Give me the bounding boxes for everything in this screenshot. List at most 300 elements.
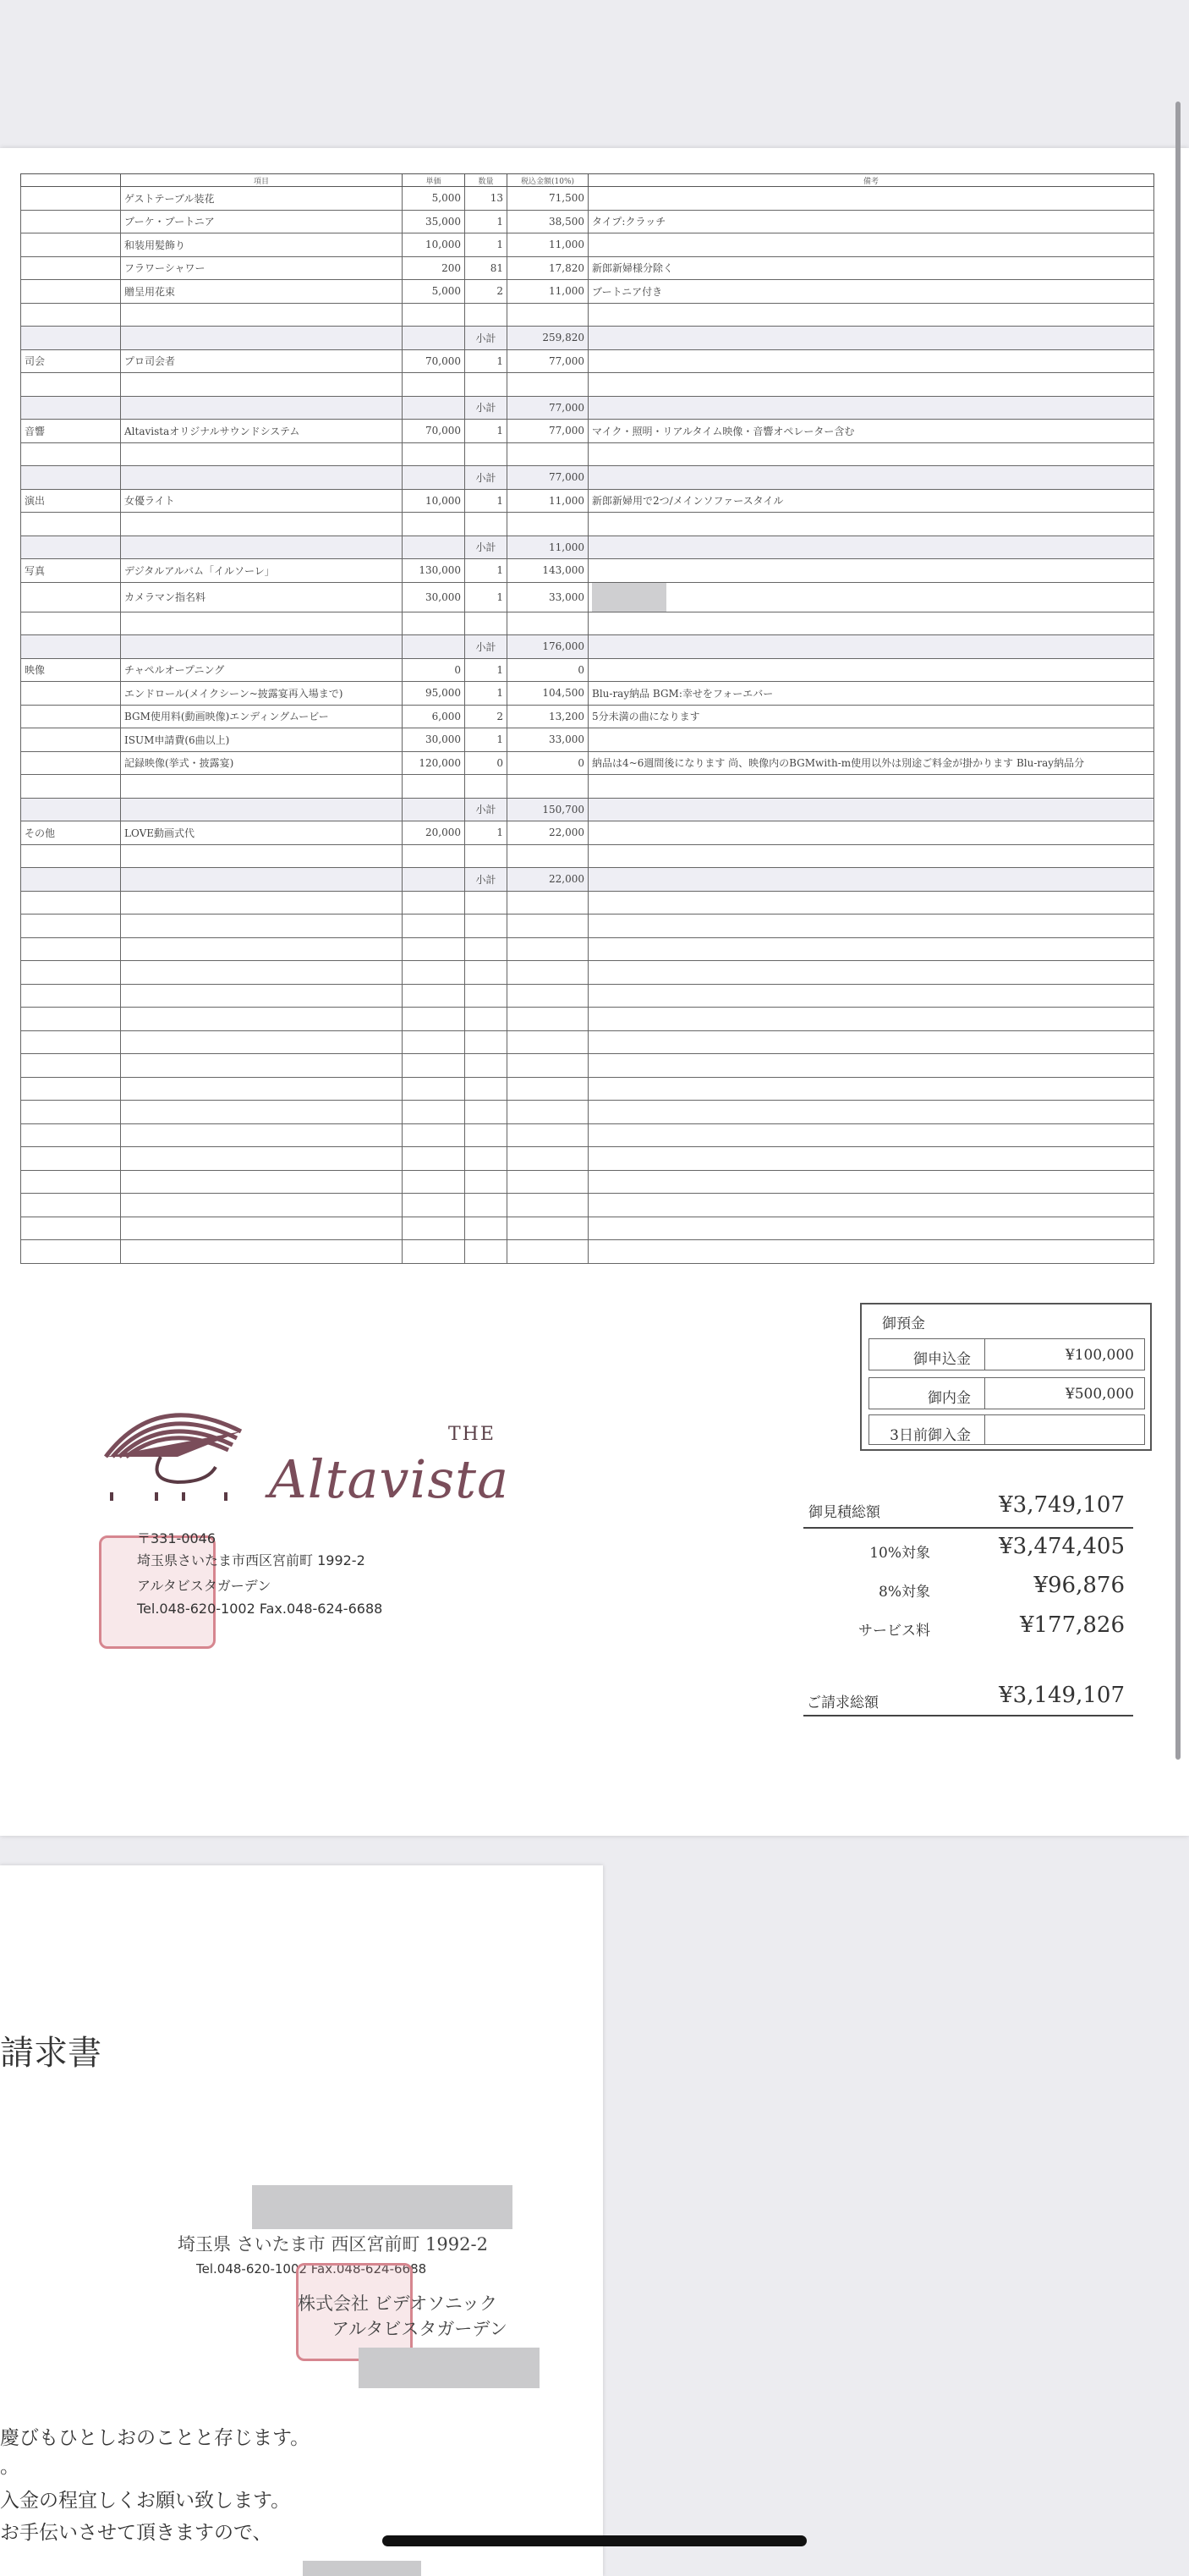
cell-item bbox=[121, 844, 403, 868]
logo-the: THE bbox=[448, 1424, 496, 1445]
cell-note: Blu-ray納品 BGM:幸せをフォーエバー bbox=[589, 682, 1154, 706]
cell-blank bbox=[465, 937, 507, 961]
cell-amount bbox=[507, 442, 589, 466]
table-row bbox=[21, 635, 1154, 659]
cell-blank bbox=[589, 1147, 1154, 1171]
cell-blank bbox=[589, 961, 1154, 985]
table-row-blank bbox=[21, 1194, 1154, 1217]
cell-blank bbox=[589, 1240, 1154, 1264]
redacted-name bbox=[252, 2185, 512, 2229]
cell-qty: 1 bbox=[465, 728, 507, 752]
deposit-value: ¥500,000 bbox=[1065, 1386, 1134, 1403]
cell-price bbox=[403, 635, 465, 659]
cell-category bbox=[21, 513, 121, 536]
deposit-title: 御預金 bbox=[882, 1315, 925, 1332]
cell-blank bbox=[507, 1217, 589, 1240]
cell-price bbox=[403, 844, 465, 868]
cell-item: BGM使用料(動画映像)エンディングムービー bbox=[121, 705, 403, 728]
body-line2: 。 bbox=[0, 2456, 19, 2478]
header-amount: 税込金額(10%) bbox=[507, 174, 589, 187]
cell-category bbox=[21, 280, 121, 304]
table-row-blank bbox=[21, 1240, 1154, 1264]
table-row bbox=[21, 327, 1154, 350]
cell-amount: 71,500 bbox=[507, 187, 589, 211]
cell-blank bbox=[465, 1194, 507, 1217]
cell-blank bbox=[589, 1030, 1154, 1054]
address-line1: 埼玉県さいたま市西区宮前町 1992-2 bbox=[137, 1552, 365, 1568]
cell-category bbox=[21, 612, 121, 635]
cell-blank bbox=[465, 915, 507, 938]
cell-item bbox=[121, 635, 403, 659]
cell-qty: 小計 bbox=[465, 798, 507, 821]
cell-price: 10,000 bbox=[403, 233, 465, 257]
cell-note: 新郎新婦様分除く bbox=[589, 256, 1154, 280]
invoice-page-2 bbox=[0, 1865, 603, 2576]
page2-company2: アルタビスタガーデン bbox=[331, 2319, 507, 2339]
cell-blank bbox=[403, 1147, 465, 1171]
cell-blank bbox=[465, 1147, 507, 1171]
table-row-blank bbox=[21, 1077, 1154, 1101]
cell-amount: 77,000 bbox=[507, 466, 589, 490]
cell-item bbox=[121, 373, 403, 397]
cell-blank bbox=[507, 984, 589, 1008]
cell-category bbox=[21, 582, 121, 612]
cell-note bbox=[589, 821, 1154, 845]
cell-price bbox=[403, 536, 465, 559]
table-row-blank bbox=[21, 1170, 1154, 1194]
body-line3: 入金の程宜しくお願い致します。 bbox=[0, 2490, 291, 2512]
billing-label: ご請求総額 bbox=[807, 1694, 879, 1711]
cell-blank bbox=[403, 1054, 465, 1078]
table-row-blank bbox=[21, 1101, 1154, 1124]
deposit-label: 御申込金 bbox=[913, 1351, 971, 1368]
cell-blank bbox=[403, 961, 465, 985]
cell-qty: 小計 bbox=[465, 868, 507, 892]
header-item: 項目 bbox=[121, 174, 403, 187]
cell-amount: 17,820 bbox=[507, 256, 589, 280]
cell-amount: 77,000 bbox=[507, 349, 589, 373]
header-price: 単価 bbox=[403, 174, 465, 187]
table-row-blank bbox=[21, 1054, 1154, 1078]
tax8-value: ¥96,876 bbox=[1033, 1573, 1125, 1598]
deposit-row bbox=[868, 1377, 1145, 1409]
cell-qty bbox=[465, 442, 507, 466]
cell-category bbox=[21, 210, 121, 233]
cell-price: 30,000 bbox=[403, 582, 465, 612]
table-row bbox=[21, 349, 1154, 373]
table-row-blank bbox=[21, 1030, 1154, 1054]
cell-category bbox=[21, 705, 121, 728]
table-row bbox=[21, 868, 1154, 892]
cell-blank bbox=[589, 1170, 1154, 1194]
cell-note bbox=[589, 582, 1154, 612]
cell-category bbox=[21, 798, 121, 821]
cell-qty: 小計 bbox=[465, 466, 507, 490]
cell-amount: 22,000 bbox=[507, 868, 589, 892]
cell-blank bbox=[21, 1170, 121, 1194]
table-row bbox=[21, 612, 1154, 635]
cell-price: 70,000 bbox=[403, 420, 465, 443]
cell-blank bbox=[507, 915, 589, 938]
cell-qty: 2 bbox=[465, 705, 507, 728]
cell-item: 贈呈用花束 bbox=[121, 280, 403, 304]
cell-blank bbox=[121, 961, 403, 985]
cell-blank bbox=[465, 984, 507, 1008]
cell-amount: 13,200 bbox=[507, 705, 589, 728]
header-blank bbox=[21, 174, 121, 187]
cell-price: 10,000 bbox=[403, 489, 465, 513]
cell-blank bbox=[21, 1147, 121, 1171]
cell-qty: 1 bbox=[465, 233, 507, 257]
cell-price: 95,000 bbox=[403, 682, 465, 706]
table-row bbox=[21, 420, 1154, 443]
cell-category bbox=[21, 635, 121, 659]
cell-price: 5,000 bbox=[403, 187, 465, 211]
cell-item bbox=[121, 303, 403, 327]
body-line4: お手伝いさせて頂きますので、 bbox=[0, 2522, 272, 2544]
table-row bbox=[21, 798, 1154, 821]
cell-blank bbox=[21, 937, 121, 961]
cell-price bbox=[403, 868, 465, 892]
tax8-label: 8%対象 bbox=[879, 1584, 930, 1601]
cell-blank bbox=[465, 961, 507, 985]
redacted-bottom bbox=[303, 2561, 421, 2576]
table-row-blank bbox=[21, 937, 1154, 961]
page2-company1: 株式会社 ビデオソニック bbox=[298, 2293, 497, 2314]
cell-blank bbox=[121, 1240, 403, 1264]
cell-note bbox=[589, 728, 1154, 752]
cell-blank bbox=[589, 915, 1154, 938]
table-row bbox=[21, 559, 1154, 583]
cell-blank bbox=[589, 891, 1154, 915]
cell-amount: 11,000 bbox=[507, 536, 589, 559]
table-row bbox=[21, 682, 1154, 706]
cell-note bbox=[589, 868, 1154, 892]
table-row bbox=[21, 513, 1154, 536]
cell-price bbox=[403, 775, 465, 799]
cell-price bbox=[403, 612, 465, 635]
cell-note: マイク・照明・リアルタイム映像・音響オペレーター含む bbox=[589, 420, 1154, 443]
home-indicator[interactable] bbox=[382, 2535, 807, 2546]
cell-amount bbox=[507, 612, 589, 635]
cell-blank bbox=[403, 984, 465, 1008]
redacted-block bbox=[592, 583, 666, 612]
cell-blank bbox=[21, 1123, 121, 1147]
cell-amount: 259,820 bbox=[507, 327, 589, 350]
cell-blank bbox=[121, 891, 403, 915]
cell-blank bbox=[121, 1030, 403, 1054]
cell-blank bbox=[507, 1101, 589, 1124]
cell-item bbox=[121, 612, 403, 635]
cell-item: ブーケ・ブートニア bbox=[121, 210, 403, 233]
cell-note bbox=[589, 798, 1154, 821]
cell-blank bbox=[21, 961, 121, 985]
cell-note bbox=[589, 844, 1154, 868]
cell-blank bbox=[21, 1194, 121, 1217]
cell-qty bbox=[465, 513, 507, 536]
deposit-row bbox=[868, 1338, 1145, 1370]
table-row-blank bbox=[21, 984, 1154, 1008]
table-row bbox=[21, 303, 1154, 327]
cell-blank bbox=[121, 1054, 403, 1078]
cell-category: 司会 bbox=[21, 349, 121, 373]
cell-blank bbox=[589, 1123, 1154, 1147]
scrollbar[interactable] bbox=[1175, 102, 1181, 1760]
cell-blank bbox=[121, 1077, 403, 1101]
cell-blank bbox=[403, 1101, 465, 1124]
cell-blank bbox=[21, 1030, 121, 1054]
cell-item: ISUM申請費(6曲以上) bbox=[121, 728, 403, 752]
deposit-label: 3日前御入金 bbox=[890, 1427, 971, 1444]
cell-amount: 11,000 bbox=[507, 233, 589, 257]
cell-qty: 2 bbox=[465, 280, 507, 304]
cell-category: 演出 bbox=[21, 489, 121, 513]
cell-blank bbox=[507, 1030, 589, 1054]
table-row-blank bbox=[21, 1147, 1154, 1171]
table-row-blank bbox=[21, 1008, 1154, 1031]
cell-item bbox=[121, 798, 403, 821]
cell-blank bbox=[465, 1170, 507, 1194]
cell-blank bbox=[21, 1077, 121, 1101]
cell-category bbox=[21, 256, 121, 280]
tel-fax: Tel.048-620-1002 Fax.048-624-6688 bbox=[137, 1601, 383, 1617]
cell-price bbox=[403, 303, 465, 327]
cell-amount bbox=[507, 775, 589, 799]
cell-blank bbox=[121, 1123, 403, 1147]
cell-qty bbox=[465, 612, 507, 635]
cell-blank bbox=[589, 984, 1154, 1008]
table-row-blank bbox=[21, 1217, 1154, 1240]
cell-blank bbox=[465, 891, 507, 915]
cell-amount bbox=[507, 844, 589, 868]
cell-amount: 176,000 bbox=[507, 635, 589, 659]
cell-note bbox=[589, 513, 1154, 536]
cell-blank bbox=[21, 1217, 121, 1240]
cell-blank bbox=[507, 937, 589, 961]
cell-amount: 77,000 bbox=[507, 396, 589, 420]
cell-blank bbox=[121, 1170, 403, 1194]
table-row bbox=[21, 844, 1154, 868]
cell-blank bbox=[465, 1240, 507, 1264]
cell-item: 記録映像(挙式・披露宴) bbox=[121, 751, 403, 775]
cell-blank bbox=[403, 937, 465, 961]
cell-qty: 1 bbox=[465, 682, 507, 706]
cell-blank bbox=[121, 1194, 403, 1217]
cell-category bbox=[21, 233, 121, 257]
cell-category bbox=[21, 775, 121, 799]
cell-category bbox=[21, 868, 121, 892]
cell-note bbox=[589, 536, 1154, 559]
cell-price bbox=[403, 442, 465, 466]
cell-category bbox=[21, 187, 121, 211]
cell-blank bbox=[589, 1077, 1154, 1101]
cell-blank bbox=[507, 1194, 589, 1217]
cell-price: 130,000 bbox=[403, 559, 465, 583]
cell-blank bbox=[121, 915, 403, 938]
cell-blank bbox=[403, 1008, 465, 1031]
table-header bbox=[21, 174, 1154, 187]
cell-note bbox=[589, 187, 1154, 211]
table-row bbox=[21, 582, 1154, 612]
table-row bbox=[21, 705, 1154, 728]
cell-item: デジタルアルバム「イルソーレ」 bbox=[121, 559, 403, 583]
body-line1: 慶びもひとしおのことと存じます。 bbox=[0, 2427, 310, 2449]
cell-blank bbox=[403, 891, 465, 915]
cell-qty: 1 bbox=[465, 420, 507, 443]
cell-qty: 1 bbox=[465, 582, 507, 612]
cell-blank bbox=[465, 1123, 507, 1147]
table-row bbox=[21, 775, 1154, 799]
cell-blank bbox=[21, 1101, 121, 1124]
cell-blank bbox=[403, 1240, 465, 1264]
cell-price: 70,000 bbox=[403, 349, 465, 373]
cell-blank bbox=[507, 1240, 589, 1264]
table-row bbox=[21, 728, 1154, 752]
cell-blank bbox=[465, 1008, 507, 1031]
cell-blank bbox=[21, 891, 121, 915]
table-row bbox=[21, 658, 1154, 682]
items-body bbox=[21, 187, 1154, 1264]
postal-code: 〒331-0046 bbox=[137, 1530, 216, 1546]
cell-qty: 81 bbox=[465, 256, 507, 280]
cell-blank bbox=[465, 1030, 507, 1054]
cell-amount bbox=[507, 513, 589, 536]
cell-qty: 小計 bbox=[465, 396, 507, 420]
cell-item: プロ司会者 bbox=[121, 349, 403, 373]
cell-qty bbox=[465, 373, 507, 397]
cell-note bbox=[589, 233, 1154, 257]
cell-blank bbox=[589, 1217, 1154, 1240]
cell-qty: 1 bbox=[465, 210, 507, 233]
cell-item: Altavistaオリジナルサウンドシステム bbox=[121, 420, 403, 443]
cell-item: 女優ライト bbox=[121, 489, 403, 513]
cell-note bbox=[589, 442, 1154, 466]
cell-category bbox=[21, 303, 121, 327]
cell-item bbox=[121, 327, 403, 350]
cell-blank bbox=[507, 1147, 589, 1171]
cell-qty: 1 bbox=[465, 349, 507, 373]
cell-qty: 小計 bbox=[465, 327, 507, 350]
cell-blank bbox=[465, 1217, 507, 1240]
cell-item bbox=[121, 396, 403, 420]
deposit-value: ¥100,000 bbox=[1065, 1347, 1134, 1364]
table-row bbox=[21, 536, 1154, 559]
table-row bbox=[21, 233, 1154, 257]
header-qty: 数量 bbox=[465, 174, 507, 187]
table-row bbox=[21, 751, 1154, 775]
cell-amount: 38,500 bbox=[507, 210, 589, 233]
items-table bbox=[20, 173, 1154, 1264]
cell-note bbox=[589, 466, 1154, 490]
table-row bbox=[21, 821, 1154, 845]
cell-item bbox=[121, 442, 403, 466]
table-row bbox=[21, 489, 1154, 513]
cell-category bbox=[21, 466, 121, 490]
cell-qty: 1 bbox=[465, 489, 507, 513]
cell-qty bbox=[465, 844, 507, 868]
cell-category bbox=[21, 373, 121, 397]
table-row bbox=[21, 280, 1154, 304]
table-row-blank bbox=[21, 961, 1154, 985]
cell-blank bbox=[21, 984, 121, 1008]
cell-category bbox=[21, 751, 121, 775]
cell-note bbox=[589, 303, 1154, 327]
cell-price bbox=[403, 327, 465, 350]
cell-blank bbox=[589, 937, 1154, 961]
cell-blank bbox=[121, 937, 403, 961]
cell-blank bbox=[21, 1008, 121, 1031]
cell-amount: 150,700 bbox=[507, 798, 589, 821]
cell-item: チャペルオープニング bbox=[121, 658, 403, 682]
cell-amount: 33,000 bbox=[507, 728, 589, 752]
cell-blank bbox=[21, 915, 121, 938]
cell-item: LOVE動画式代 bbox=[121, 821, 403, 845]
cell-category: 映像 bbox=[21, 658, 121, 682]
cell-qty: 1 bbox=[465, 559, 507, 583]
table-row bbox=[21, 442, 1154, 466]
items-table-wrapper bbox=[20, 173, 1153, 1264]
cell-note: タイプ:クラッチ bbox=[589, 210, 1154, 233]
cell-blank bbox=[507, 1170, 589, 1194]
cell-qty: 小計 bbox=[465, 635, 507, 659]
cell-amount: 11,000 bbox=[507, 489, 589, 513]
cell-category bbox=[21, 844, 121, 868]
cell-note bbox=[589, 396, 1154, 420]
cell-price: 6,000 bbox=[403, 705, 465, 728]
cell-blank bbox=[465, 1077, 507, 1101]
cell-category: その他 bbox=[21, 821, 121, 845]
logo-name: Altavista bbox=[269, 1448, 510, 1510]
service-value: ¥177,826 bbox=[1019, 1612, 1125, 1638]
page2-tel: Tel.048-620-1002 Fax.048-624-6688 bbox=[196, 2261, 427, 2277]
cell-qty bbox=[465, 775, 507, 799]
cell-price: 35,000 bbox=[403, 210, 465, 233]
cell-amount: 143,000 bbox=[507, 559, 589, 583]
cell-item: エンドロール(メイクシーン~披露宴再入場まで) bbox=[121, 682, 403, 706]
cell-category bbox=[21, 682, 121, 706]
cell-item: 和装用髪飾り bbox=[121, 233, 403, 257]
cell-amount: 33,000 bbox=[507, 582, 589, 612]
cell-price bbox=[403, 798, 465, 821]
cell-note: 5分未満の曲になります bbox=[589, 705, 1154, 728]
cell-blank bbox=[589, 1101, 1154, 1124]
fan-logo-icon bbox=[97, 1398, 249, 1503]
cell-qty: 小計 bbox=[465, 536, 507, 559]
cell-price: 5,000 bbox=[403, 280, 465, 304]
deposit-label: 御内金 bbox=[928, 1390, 971, 1407]
cell-blank bbox=[403, 1030, 465, 1054]
cell-price bbox=[403, 466, 465, 490]
tax10-value: ¥3,474,405 bbox=[999, 1534, 1125, 1559]
cell-note bbox=[589, 559, 1154, 583]
table-row bbox=[21, 187, 1154, 211]
cell-note bbox=[589, 349, 1154, 373]
cell-item: フラワーシャワー bbox=[121, 256, 403, 280]
cell-item bbox=[121, 868, 403, 892]
table-row-blank bbox=[21, 891, 1154, 915]
cell-blank bbox=[589, 1054, 1154, 1078]
cell-blank bbox=[21, 1054, 121, 1078]
estimate-label: 御見積総額 bbox=[808, 1504, 880, 1521]
cell-note bbox=[589, 775, 1154, 799]
cell-blank bbox=[21, 1240, 121, 1264]
cell-note bbox=[589, 373, 1154, 397]
cell-qty: 1 bbox=[465, 658, 507, 682]
cell-blank bbox=[589, 1008, 1154, 1031]
cell-category: 音響 bbox=[21, 420, 121, 443]
cell-blank bbox=[465, 1101, 507, 1124]
cell-item bbox=[121, 466, 403, 490]
